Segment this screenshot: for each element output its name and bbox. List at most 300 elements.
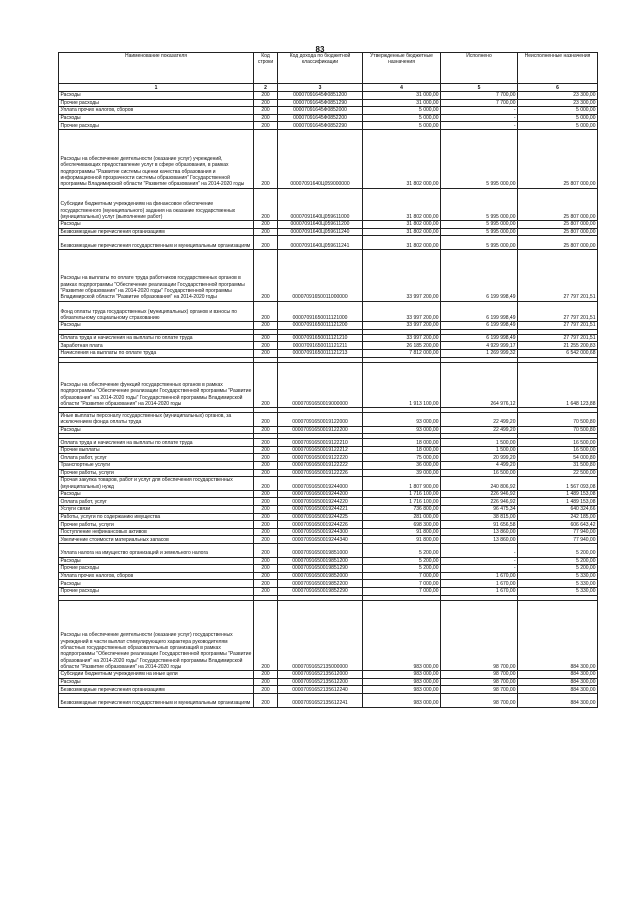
table-row — [59, 490, 598, 498]
classification-code-cell: 00007091650019851200 — [278, 557, 363, 565]
approved-amount-cell: 33 997 200,00 — [363, 334, 441, 342]
indicator-name-cell: Оплата работ, услуг — [59, 454, 254, 462]
table-row — [59, 580, 598, 588]
table-row — [59, 565, 598, 573]
line-code-cell: 200 — [254, 572, 278, 580]
approved-amount-cell: 5 000,00 — [363, 107, 441, 115]
table-row — [59, 513, 598, 521]
approved-amount-cell: 5 000,00 — [363, 122, 441, 130]
line-code-cell: 200 — [254, 521, 278, 529]
unexecuted-amount-cell: 23 300,00 — [518, 92, 598, 100]
line-code-cell: 200 — [254, 107, 278, 115]
approved-amount-cell: 983 000,00 — [363, 600, 441, 671]
approved-amount-cell: 26 185 200,00 — [363, 342, 441, 350]
table-row — [59, 469, 598, 477]
table-row — [59, 454, 598, 462]
approved-amount-cell: 7 000,00 — [363, 572, 441, 580]
line-code-cell: 200 — [254, 498, 278, 506]
classification-code-cell: 00007091652135612000 — [278, 671, 363, 679]
unexecuted-amount-cell: 5 000,00 — [518, 122, 598, 130]
table-row — [59, 671, 598, 679]
line-code-cell: 200 — [254, 129, 278, 188]
table-row — [59, 221, 598, 229]
executed-amount-cell: 22 499,20 — [441, 426, 518, 434]
executed-amount-cell: 98 700,00 — [441, 693, 518, 707]
approved-amount-cell: 18 000,00 — [363, 439, 441, 447]
approved-amount-cell: 7 812 000,00 — [363, 349, 441, 357]
column-number: 2 — [254, 84, 278, 92]
unexecuted-amount-cell: 25 807 000,00 — [518, 236, 598, 250]
unexecuted-amount-cell: 77 940,00 — [518, 528, 598, 536]
header-approved-appropriations: Утвержденные бюджетные назначения — [363, 53, 441, 84]
line-code-cell: 200 — [254, 228, 278, 236]
executed-amount-cell: 13 860,00 — [441, 528, 518, 536]
unexecuted-amount-cell: 25 807 000,00 — [518, 228, 598, 236]
approved-amount-cell: 1 716 100,00 — [363, 498, 441, 506]
unexecuted-amount-cell: 884 300,00 — [518, 671, 598, 679]
indicator-name-cell: Расходы — [59, 557, 254, 565]
executed-amount-cell: 98 700,00 — [441, 671, 518, 679]
executed-amount-cell: 1 670,00 — [441, 572, 518, 580]
page-number: 83 — [315, 45, 325, 54]
line-code-cell: 200 — [254, 426, 278, 434]
line-code-cell: 200 — [254, 334, 278, 342]
approved-amount-cell: 5 000,00 — [363, 114, 441, 122]
line-code-cell: 200 — [254, 557, 278, 565]
classification-code-cell: 00007091650019244226 — [278, 521, 363, 529]
table-row — [59, 521, 598, 529]
classification-code-cell: 00007091640Ц059611240 — [278, 228, 363, 236]
indicator-name-cell: Прочие расходы — [59, 587, 254, 595]
unexecuted-amount-cell: 27 797 201,51 — [518, 322, 598, 330]
indicator-name-cell: Увеличение стоимости материальных запасов — [59, 536, 254, 544]
executed-amount-cell: 226 946,92 — [441, 498, 518, 506]
line-code-cell: 200 — [254, 600, 278, 671]
unexecuted-amount-cell: 25 807 000,00 — [518, 188, 598, 221]
classification-code-cell: 00007091640Ц059000000 — [278, 129, 363, 188]
header-line-code: Код строки — [254, 53, 278, 84]
executed-amount-cell: 240 806,92 — [441, 477, 518, 491]
line-code-cell: 200 — [254, 92, 278, 100]
approved-amount-cell: 7 000,00 — [363, 580, 441, 588]
line-code-cell: 200 — [254, 490, 278, 498]
unexecuted-amount-cell: 5 000,00 — [518, 114, 598, 122]
header-indicator-name: Наименование показателя — [59, 53, 254, 84]
executed-amount-cell: 98 700,00 — [441, 600, 518, 671]
classification-code-cell: 00007091650011121200 — [278, 322, 363, 330]
classification-code-cell: 00007091645Ф0852200 — [278, 114, 363, 122]
indicator-name-cell: Прочие работы, услуги — [59, 469, 254, 477]
executed-amount-cell: - — [441, 557, 518, 565]
column-number: 3 — [278, 84, 363, 92]
unexecuted-amount-cell: 70 500,80 — [518, 413, 598, 427]
classification-code-cell: 00007091650019851290 — [278, 565, 363, 573]
header-row — [59, 53, 598, 84]
unexecuted-amount-cell: 70 500,80 — [518, 426, 598, 434]
approved-amount-cell: 39 000,00 — [363, 469, 441, 477]
unexecuted-amount-cell: 6 542 000,68 — [518, 349, 598, 357]
table-row — [59, 600, 598, 671]
table-body — [59, 92, 598, 708]
unexecuted-amount-cell: 242 185,00 — [518, 513, 598, 521]
column-number: 1 — [59, 84, 254, 92]
classification-code-cell: 00007091650011121211 — [278, 342, 363, 350]
classification-code-cell: 00007091650019122200 — [278, 426, 363, 434]
classification-code-cell: 00007091650019244300 — [278, 528, 363, 536]
indicator-name-cell: Безвозмездные перечисления государственным и муниципальным организациям — [59, 236, 254, 250]
classification-code-cell: 00007091650019000000 — [278, 362, 363, 408]
classification-code-cell: 00007091645Ф0851290 — [278, 99, 363, 107]
approved-amount-cell: 1 913 100,00 — [363, 362, 441, 408]
executed-amount-cell: 6 199 998,49 — [441, 249, 518, 301]
executed-amount-cell: 6 199 998,49 — [441, 334, 518, 342]
line-code-cell: 200 — [254, 322, 278, 330]
approved-amount-cell: 75 000,00 — [363, 454, 441, 462]
indicator-name-cell: Расходы — [59, 92, 254, 100]
unexecuted-amount-cell: 16 500,00 — [518, 446, 598, 454]
approved-amount-cell: 736 800,00 — [363, 506, 441, 514]
executed-amount-cell: - — [441, 114, 518, 122]
approved-amount-cell: 31 802 000,00 — [363, 236, 441, 250]
classification-code-cell: 00007091650019122212 — [278, 446, 363, 454]
classification-code-cell: 00007091645Ф0851200 — [278, 92, 363, 100]
approved-amount-cell: 1 807 900,00 — [363, 477, 441, 491]
indicator-name-cell: Услуги связи — [59, 506, 254, 514]
unexecuted-amount-cell: 31 500,80 — [518, 462, 598, 470]
indicator-name-cell: Расходы на выплаты по оплате труда работников государственных органов в рамках подпрограммы "Обеспечение реализации Государственной программы "Развитие образования" на 2014-2020 годы" Государственной программы Владимирской области "Развитие образования" на 2014-2020 годы — [59, 249, 254, 301]
classification-code-cell: 00007091650019244340 — [278, 536, 363, 544]
line-code-cell: 200 — [254, 536, 278, 544]
classification-code-cell: 00007091650019851000 — [278, 544, 363, 558]
table-row — [59, 228, 598, 236]
classification-code-cell: 00007091650019244220 — [278, 498, 363, 506]
unexecuted-amount-cell: 640 324,66 — [518, 506, 598, 514]
line-code-cell: 200 — [254, 678, 278, 686]
line-code-cell: 200 — [254, 349, 278, 357]
line-code-cell: 200 — [254, 686, 278, 694]
approved-amount-cell: 91 800,00 — [363, 536, 441, 544]
classification-code-cell: 00007091650019122222 — [278, 462, 363, 470]
indicator-name-cell: Оплата труда и начисления на выплаты по оплате труда — [59, 334, 254, 342]
approved-amount-cell: 18 000,00 — [363, 446, 441, 454]
approved-amount-cell: 33 997 200,00 — [363, 249, 441, 301]
approved-amount-cell: 1 716 100,00 — [363, 490, 441, 498]
table-row — [59, 528, 598, 536]
table-row — [59, 129, 598, 188]
indicator-name-cell: Прочие расходы — [59, 565, 254, 573]
unexecuted-amount-cell: 5 330,00 — [518, 580, 598, 588]
line-code-cell: 200 — [254, 565, 278, 573]
executed-amount-cell: 5 995 000,00 — [441, 228, 518, 236]
indicator-name-cell: Прочие расходы — [59, 99, 254, 107]
table-row — [59, 506, 598, 514]
unexecuted-amount-cell: 25 807 000,00 — [518, 129, 598, 188]
indicator-name-cell: Оплата работ, услуг — [59, 498, 254, 506]
executed-amount-cell: 6 199 998,49 — [441, 322, 518, 330]
classification-code-cell: 00007091650011121210 — [278, 334, 363, 342]
table-row — [59, 362, 598, 408]
executed-amount-cell: 91 656,58 — [441, 521, 518, 529]
table-row — [59, 301, 598, 322]
indicator-name-cell: Расходы — [59, 114, 254, 122]
line-code-cell: 200 — [254, 446, 278, 454]
classification-code-cell: 00007091650019852290 — [278, 587, 363, 595]
executed-amount-cell: 6 199 998,49 — [441, 301, 518, 322]
table-row — [59, 536, 598, 544]
indicator-name-cell: Прочие выплаты — [59, 446, 254, 454]
classification-code-cell: 00007091645Ф0852000 — [278, 107, 363, 115]
classification-code-cell: 00007091650019122226 — [278, 469, 363, 477]
unexecuted-amount-cell: 5 200,00 — [518, 565, 598, 573]
approved-amount-cell: 5 200,00 — [363, 557, 441, 565]
executed-amount-cell: 98 700,00 — [441, 686, 518, 694]
executed-amount-cell: - — [441, 107, 518, 115]
table-row — [59, 107, 598, 115]
unexecuted-amount-cell: 77 940,00 — [518, 536, 598, 544]
table-row — [59, 322, 598, 330]
indicator-name-cell: Расходы — [59, 490, 254, 498]
indicator-name-cell: Субсидии бюджетным учреждениям на финансовое обеспечение государственного (муниципального) задания на оказание государственных (муниципальных) услуг (выполнение работ) — [59, 188, 254, 221]
classification-code-cell: 00007091650019244200 — [278, 490, 363, 498]
indicator-name-cell: Безвозмездные перечисления организациям — [59, 228, 254, 236]
executed-amount-cell: - — [441, 122, 518, 130]
classification-code-cell: 00007091652135612240 — [278, 686, 363, 694]
executed-amount-cell: 5 995 000,00 — [441, 188, 518, 221]
executed-amount-cell: 38 815,00 — [441, 513, 518, 521]
unexecuted-amount-cell: 23 300,00 — [518, 99, 598, 107]
table-row — [59, 439, 598, 447]
approved-amount-cell: 36 000,00 — [363, 462, 441, 470]
classification-code-cell: 00007091650019244000 — [278, 477, 363, 491]
executed-amount-cell: 226 946,92 — [441, 490, 518, 498]
line-code-cell: 200 — [254, 506, 278, 514]
approved-amount-cell: 31 000,00 — [363, 99, 441, 107]
table-row — [59, 678, 598, 686]
unexecuted-amount-cell: 21 255 200,83 — [518, 342, 598, 350]
classification-code-cell: 00007091650019852200 — [278, 580, 363, 588]
executed-amount-cell: - — [441, 544, 518, 558]
table-row — [59, 342, 598, 350]
line-code-cell: 200 — [254, 454, 278, 462]
line-code-cell: 200 — [254, 587, 278, 595]
executed-amount-cell: 7 700,00 — [441, 92, 518, 100]
classification-code-cell: 00007091650019852000 — [278, 572, 363, 580]
classification-code-cell: 00007091650011000000 — [278, 249, 363, 301]
indicator-name-cell: Уплата прочих налогов, сборов — [59, 107, 254, 115]
classification-code-cell: 00007091650011121213 — [278, 349, 363, 357]
approved-amount-cell: 983 000,00 — [363, 686, 441, 694]
indicator-name-cell: Прочие расходы — [59, 122, 254, 130]
classification-code-cell: 00007091650011121000 — [278, 301, 363, 322]
unexecuted-amount-cell: 1 648 123,88 — [518, 362, 598, 408]
unexecuted-amount-cell: 5 330,00 — [518, 587, 598, 595]
line-code-cell: 200 — [254, 362, 278, 408]
line-code-cell: 200 — [254, 342, 278, 350]
unexecuted-amount-cell: 27 797 201,51 — [518, 334, 598, 342]
executed-amount-cell: 5 995 000,00 — [441, 129, 518, 188]
indicator-name-cell: Безвозмездные перечисления организациям — [59, 686, 254, 694]
classification-code-cell: 00007091650019122000 — [278, 413, 363, 427]
header-budget-classification-code: Код дохода по бюджетной классификации — [278, 53, 363, 84]
classification-code-cell: 00007091645Ф0852290 — [278, 122, 363, 130]
table-row — [59, 446, 598, 454]
indicator-name-cell: Транспортные услуги — [59, 462, 254, 470]
indicator-name-cell: Расходы — [59, 426, 254, 434]
line-code-cell: 200 — [254, 99, 278, 107]
column-number: 4 — [363, 84, 441, 92]
unexecuted-amount-cell: 884 300,00 — [518, 678, 598, 686]
approved-amount-cell: 983 000,00 — [363, 671, 441, 679]
approved-amount-cell: 31 802 000,00 — [363, 228, 441, 236]
line-code-cell: 200 — [254, 544, 278, 558]
executed-amount-cell: 1 670,00 — [441, 587, 518, 595]
table-row — [59, 114, 598, 122]
executed-amount-cell: - — [441, 565, 518, 573]
indicator-name-cell: Расходы на обеспечение деятельности (оказание услуг) учреждений, обеспечивающих предоставление услуг в сфере образования, в рамках подпрограммы "Развитие системы оценки качества образования и информационной прозрачности системы образования" Государственной программы Владимирской области "Развитие образования" на 2014-2020 годы — [59, 129, 254, 188]
line-code-cell: 200 — [254, 301, 278, 322]
indicator-name-cell: Расходы — [59, 322, 254, 330]
table-row — [59, 426, 598, 434]
line-code-cell: 200 — [254, 249, 278, 301]
executed-amount-cell: 7 700,00 — [441, 99, 518, 107]
classification-code-cell: 00007091652135000000 — [278, 600, 363, 671]
unexecuted-amount-cell: 606 643,42 — [518, 521, 598, 529]
executed-amount-cell: 1 500,00 — [441, 439, 518, 447]
table-row — [59, 693, 598, 707]
indicator-name-cell: Уплата прочих налогов, сборов — [59, 572, 254, 580]
table-row — [59, 477, 598, 491]
table-row — [59, 587, 598, 595]
executed-amount-cell: 98 700,00 — [441, 678, 518, 686]
line-code-cell: 200 — [254, 413, 278, 427]
classification-code-cell: 00007091640Ц059611000 — [278, 188, 363, 221]
classification-code-cell: 00007091640Ц059611241 — [278, 236, 363, 250]
indicator-name-cell: Расходы — [59, 678, 254, 686]
executed-amount-cell: 22 499,20 — [441, 413, 518, 427]
unexecuted-amount-cell: 1 567 093,08 — [518, 477, 598, 491]
indicator-name-cell: Расходы — [59, 580, 254, 588]
header-unexecuted-appropriations: Неисполненные назначения — [518, 53, 598, 84]
executed-amount-cell: 4 929 999,17 — [441, 342, 518, 350]
unexecuted-amount-cell: 22 500,00 — [518, 469, 598, 477]
classification-code-cell: 00007091650019122220 — [278, 454, 363, 462]
unexecuted-amount-cell: 27 797 201,51 — [518, 249, 598, 301]
line-code-cell: 200 — [254, 513, 278, 521]
line-code-cell: 200 — [254, 114, 278, 122]
column-number-row — [59, 84, 598, 92]
classification-code-cell: 00007091650019244225 — [278, 513, 363, 521]
header-executed: Исполнено — [441, 53, 518, 84]
line-code-cell: 200 — [254, 439, 278, 447]
classification-code-cell: 00007091650019244221 — [278, 506, 363, 514]
indicator-name-cell: Уплата налога на имущество организаций и земельного налога — [59, 544, 254, 558]
unexecuted-amount-cell: 16 500,00 — [518, 439, 598, 447]
line-code-cell: 200 — [254, 580, 278, 588]
executed-amount-cell: 1 500,00 — [441, 446, 518, 454]
line-code-cell: 200 — [254, 221, 278, 229]
table-row — [59, 413, 598, 427]
executed-amount-cell: 20 999,20 — [441, 454, 518, 462]
executed-amount-cell: 1 670,00 — [441, 580, 518, 588]
indicator-name-cell: Оплата труда и начисления на выплаты по оплате труда — [59, 439, 254, 447]
approved-amount-cell: 5 200,00 — [363, 544, 441, 558]
approved-amount-cell: 5 200,00 — [363, 565, 441, 573]
approved-amount-cell: 93 000,00 — [363, 413, 441, 427]
indicator-name-cell: Прочая закупка товаров, работ и услуг для обеспечения государственных (муниципальных) нужд — [59, 477, 254, 491]
table-row — [59, 99, 598, 107]
approved-amount-cell: 33 997 200,00 — [363, 322, 441, 330]
table-row — [59, 686, 598, 694]
unexecuted-amount-cell: 27 797 201,51 — [518, 301, 598, 322]
line-code-cell: 200 — [254, 469, 278, 477]
approved-amount-cell: 31 000,00 — [363, 92, 441, 100]
table-row — [59, 236, 598, 250]
table-row — [59, 498, 598, 506]
table-row — [59, 334, 598, 342]
approved-amount-cell: 698 300,00 — [363, 521, 441, 529]
classification-code-cell: 00007091650019122210 — [278, 439, 363, 447]
unexecuted-amount-cell: 884 300,00 — [518, 600, 598, 671]
approved-amount-cell: 281 000,00 — [363, 513, 441, 521]
executed-amount-cell: 1 269 999,32 — [441, 349, 518, 357]
executed-amount-cell: 13 860,00 — [441, 536, 518, 544]
line-code-cell: 200 — [254, 671, 278, 679]
table-row — [59, 462, 598, 470]
unexecuted-amount-cell: 5 200,00 — [518, 544, 598, 558]
table-row — [59, 188, 598, 221]
unexecuted-amount-cell: 5 000,00 — [518, 107, 598, 115]
approved-amount-cell: 93 000,00 — [363, 426, 441, 434]
indicator-name-cell: Прочие работы, услуги — [59, 521, 254, 529]
line-code-cell: 200 — [254, 122, 278, 130]
budget-execution-table — [58, 52, 598, 708]
executed-amount-cell: 96 475,34 — [441, 506, 518, 514]
line-code-cell: 200 — [254, 477, 278, 491]
executed-amount-cell: 4 499,20 — [441, 462, 518, 470]
unexecuted-amount-cell: 25 807 000,00 — [518, 221, 598, 229]
executed-amount-cell: 5 995 000,00 — [441, 221, 518, 229]
table-row — [59, 349, 598, 357]
indicator-name-cell: Безвозмездные перечисления государственным и муниципальным организациям — [59, 693, 254, 707]
line-code-cell: 200 — [254, 462, 278, 470]
indicator-name-cell: Начисления на выплаты по оплате труда — [59, 349, 254, 357]
executed-amount-cell: 16 500,00 — [441, 469, 518, 477]
unexecuted-amount-cell: 1 489 153,08 — [518, 498, 598, 506]
unexecuted-amount-cell: 54 000,80 — [518, 454, 598, 462]
unexecuted-amount-cell: 884 300,00 — [518, 686, 598, 694]
approved-amount-cell: 31 802 000,00 — [363, 129, 441, 188]
table-row — [59, 122, 598, 130]
approved-amount-cell: 983 000,00 — [363, 678, 441, 686]
approved-amount-cell: 31 802 000,00 — [363, 221, 441, 229]
executed-amount-cell: 5 995 000,00 — [441, 236, 518, 250]
unexecuted-amount-cell: 884 300,00 — [518, 693, 598, 707]
classification-code-cell: 00007091640Ц059611200 — [278, 221, 363, 229]
approved-amount-cell: 91 800,00 — [363, 528, 441, 536]
table-row — [59, 92, 598, 100]
table-row — [59, 557, 598, 565]
line-code-cell: 200 — [254, 528, 278, 536]
unexecuted-amount-cell: 5 200,00 — [518, 557, 598, 565]
unexecuted-amount-cell: 1 489 153,08 — [518, 490, 598, 498]
unexecuted-amount-cell: 5 330,00 — [518, 572, 598, 580]
column-number: 5 — [441, 84, 518, 92]
classification-code-cell: 00007091652135612241 — [278, 693, 363, 707]
indicator-name-cell: Поступление нефинансовых активов — [59, 528, 254, 536]
line-code-cell: 200 — [254, 188, 278, 221]
table-row — [59, 544, 598, 558]
line-code-cell: 200 — [254, 693, 278, 707]
